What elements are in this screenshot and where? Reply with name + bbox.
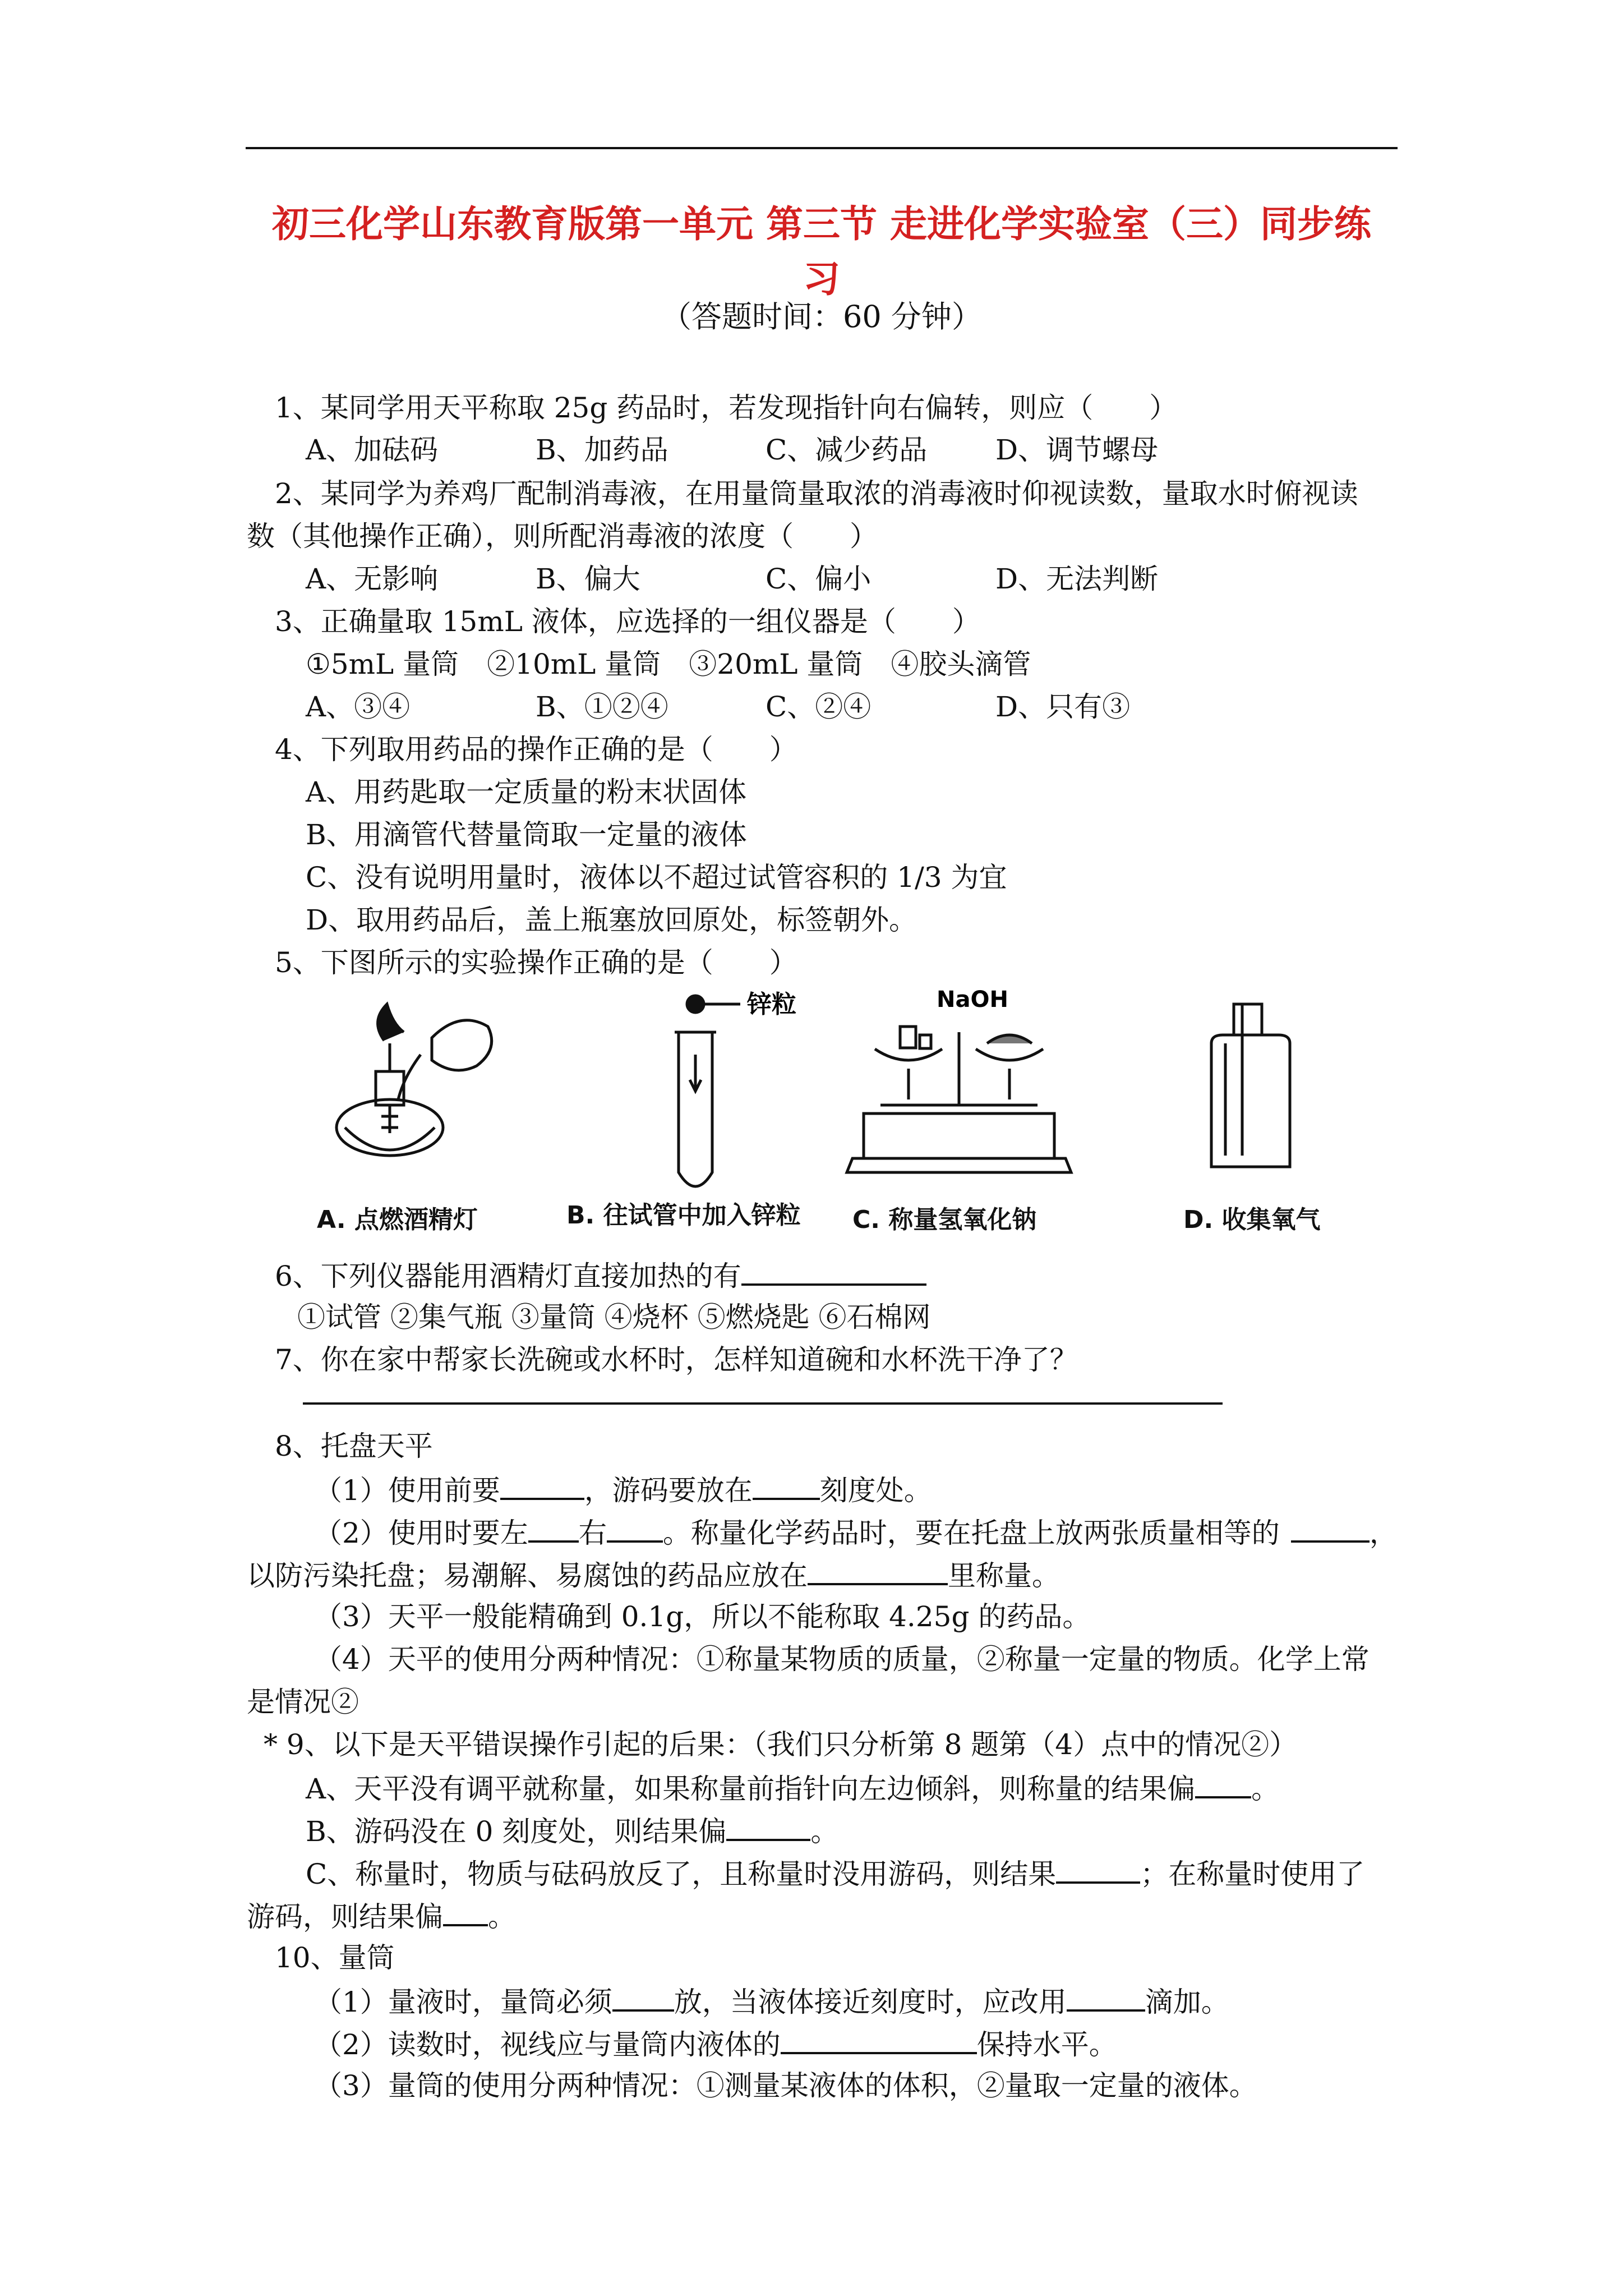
question-2-option-c: C、偏小 [766, 563, 872, 595]
question-3-option-d: D、只有③ [995, 691, 1131, 723]
q10-p1-text-c: 滴加。 [1145, 1986, 1229, 2018]
question-10-stem: 10、量筒 [275, 1941, 395, 1974]
header-rule [246, 147, 1398, 149]
question-1-option-b: B、加药品 [536, 434, 668, 466]
question-3-stem: 3、正确量取 15mL 液体，应选择的一组仪器是（ ） [275, 605, 980, 638]
question-8-part-2 [314, 1513, 1398, 1551]
question-8-part-2-continued [247, 1556, 1060, 1594]
q8-p1-blank-2[interactable] [753, 1471, 820, 1500]
question-3-option-a: A、③④ [306, 691, 411, 723]
q8-p2-blank-1[interactable] [528, 1513, 579, 1543]
q8-p2-text-b: 右 [578, 1517, 607, 1549]
question-9-option-c-continued [247, 1897, 516, 1935]
figure-caption-c: C. 称量氢氧化钠 [852, 1205, 1037, 1234]
q9-c-blank-1[interactable] [1056, 1855, 1140, 1884]
question-1-option-d: D、调节螺母 [995, 434, 1159, 466]
lighting-alcohol-lamp-icon [336, 1004, 492, 1156]
question-9-option-c [306, 1855, 1364, 1892]
question-4-option-b: B、用滴管代替量筒取一定量的液体 [306, 818, 747, 851]
question-10-part-1 [314, 1982, 1229, 2020]
q10-p2-blank[interactable] [781, 2025, 977, 2054]
question-4-stem: 4、下列取用药品的操作正确的是（ ） [275, 733, 797, 766]
test-tube-zinc-icon [675, 996, 740, 1186]
q9-a-end: 。 [1251, 1773, 1280, 1805]
question-3-option-b: B、①②④ [536, 691, 668, 723]
q10-p2-text-a: （2）读数时，视线应与量筒内液体的 [314, 2028, 781, 2061]
question-8-part-3: （3）天平一般能精确到 0.1g，所以不能称取 4.25g 的药品。 [314, 1600, 1091, 1633]
question-4-option-d: D、取用药品后，盖上瓶塞放回原处，标签朝外。 [306, 904, 917, 936]
q10-p2-text-b: 保持水平。 [976, 2028, 1117, 2061]
q9-c-blank-2[interactable] [443, 1897, 488, 1926]
figure-caption-b: B. 往试管中加入锌粒 [566, 1201, 801, 1230]
question-2-stem-line-1: 2、某同学为养鸡厂配制消毒液，在用量筒量取浓的消毒液时仰视读数，量取水时俯视读 [275, 477, 1358, 510]
q8-p1-text-b: ，游码要放在 [584, 1474, 753, 1507]
question-7-stem: 7、你在家中帮家长洗碗或水杯时，怎样知道碗和水杯洗干净了？ [275, 1343, 1078, 1376]
question-6-stem [275, 1257, 926, 1294]
question-3-option-c: C、②④ [766, 691, 872, 723]
question-9-option-a [306, 1769, 1279, 1807]
q10-p1-text-b: 放，当液体接近刻度时，应改用 [674, 1986, 1067, 2018]
question-2-option-d: D、无法判断 [995, 563, 1159, 595]
q8-p2-text-f: 里称量。 [948, 1559, 1060, 1592]
q10-p1-blank-1[interactable] [612, 1982, 674, 2012]
q9-b-end: 。 [810, 1815, 839, 1848]
q8-p1-text-a: （1）使用前要 [314, 1474, 500, 1507]
q9-c-text-3: 游码，则结果偏 [247, 1901, 443, 1933]
q8-p1-blank-1[interactable] [500, 1471, 584, 1500]
title-line-2: 习 [803, 257, 840, 301]
question-6-text: 6、下列仪器能用酒精灯直接加热的有 [275, 1260, 741, 1292]
question-8-part-4-continued: 是情况② [247, 1686, 359, 1718]
q8-p2-text-a: （2）使用时要左 [314, 1517, 528, 1549]
question-5-stem: 5、下图所示的实验操作正确的是（ ） [275, 946, 797, 979]
figure-caption-d: D. 收集氧气 [1183, 1205, 1321, 1234]
time-limit: （答题时间：60 分钟） [661, 299, 982, 334]
naoh-label: NaOH [937, 987, 1008, 1013]
question-2-stem-line-2: 数（其他操作正确），则所配消毒液的浓度（ ） [247, 520, 878, 553]
q8-p2-blank-2[interactable] [607, 1513, 663, 1543]
q8-p1-text-c: 刻度处。 [819, 1474, 932, 1507]
question-6-items: ①试管 ②集气瓶 ③量筒 ④烧杯 ⑤燃烧匙 ⑥石棉网 [297, 1301, 931, 1333]
q9-a-text: A、天平没有调平就称量，如果称量前指针向左边倾斜，则称量的结果偏 [306, 1773, 1196, 1805]
question-8-part-4: （4）天平的使用分两种情况：①称量某物质的质量，②称量一定量的物质。化学上常 [314, 1643, 1370, 1676]
question-2-option-b: B、偏大 [536, 563, 640, 595]
question-4-option-a: A、用药匙取一定质量的粉末状固体 [306, 776, 747, 808]
zinc-label: 锌粒 [747, 990, 796, 1019]
question-8-stem: 8、托盘天平 [275, 1430, 433, 1462]
q9-b-text: B、游码没在 0 刻度处，则结果偏 [306, 1815, 727, 1848]
question-10-part-2 [314, 2025, 1117, 2063]
question-10-part-3: （3）量筒的使用分两种情况：①测量某液体的体积，②量取一定量的液体。 [314, 2069, 1257, 2102]
question-9-stem: * 9、以下是天平错误操作引起的后果：（我们只分析第 8 题第（4）点中的情况②） [264, 1728, 1298, 1761]
worksheet-title [246, 196, 1398, 306]
question-1-option-a: A、加砝码 [306, 434, 439, 466]
title-line-1: 初三化学山东教育版第一单元 第三节 走进化学实验室（三）同步练 [272, 202, 1371, 246]
question-7-answer-line[interactable] [303, 1402, 1223, 1405]
figure-caption-a: A. 点燃酒精灯 [317, 1205, 478, 1234]
question-4-option-c: C、没有说明用量时，液体以不超过试管容积的 1/3 为宜 [306, 861, 1007, 894]
q9-c-end: 。 [488, 1901, 516, 1933]
q9-c-text-2: ；在称量时使用了 [1140, 1858, 1365, 1890]
question-9-option-b [306, 1812, 838, 1849]
question-1-stem: 1、某同学用天平称取 25g 药品时，若发现指针向右偏转，则应（ ） [275, 392, 1178, 424]
balance-weighing-icon [847, 1027, 1071, 1172]
q8-p2-text-c: 。称量化学药品时，要在托盘上放两张质量相等的 [662, 1517, 1280, 1549]
question-2-option-a: A、无影响 [306, 563, 439, 595]
q10-p1-blank-2[interactable] [1067, 1982, 1145, 2012]
q10-p1-text-a: （1）量液时，量筒必须 [314, 1986, 612, 2018]
q9-a-blank[interactable] [1195, 1769, 1251, 1798]
question-6-answer-blank[interactable] [741, 1257, 926, 1286]
q9-c-text: C、称量时，物质与砝码放反了，且称量时没用游码，则结果 [306, 1858, 1057, 1890]
q8-p2-blank-3[interactable] [1291, 1513, 1370, 1543]
question-5-figure [292, 987, 1357, 1245]
q8-p2-text-e: 以防污染托盘；易潮解、易腐蚀的药品应放在 [247, 1559, 808, 1592]
gas-collection-bottle-icon [1211, 1004, 1290, 1167]
question-3-items: ①5mL 量筒 ②10mL 量筒 ③20mL 量筒 ④胶头滴管 [306, 648, 1031, 680]
q8-p2-blank-4[interactable] [808, 1556, 948, 1585]
question-8-part-1 [314, 1471, 932, 1508]
q9-b-blank[interactable] [726, 1812, 810, 1841]
question-1-option-c: C、减少药品 [766, 434, 928, 466]
q8-p2-text-d: ， [1369, 1517, 1398, 1549]
